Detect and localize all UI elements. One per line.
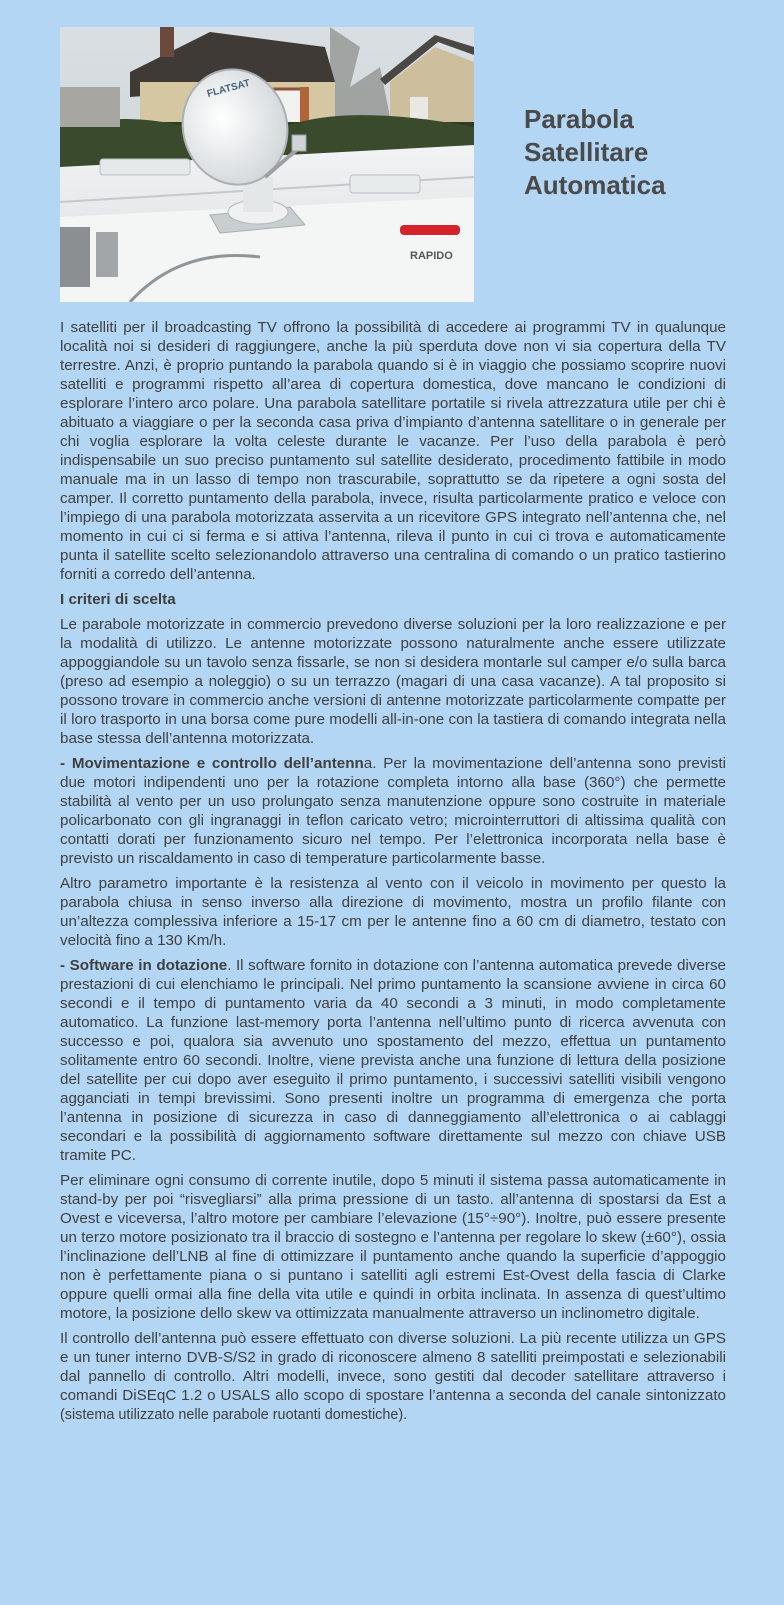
software-paragraph	[60, 956, 726, 1165]
photo-illustration	[60, 27, 474, 302]
movement-paragraph	[60, 754, 726, 868]
movement-text: a. Per la movimentazione dell’antenna sono previsti due motori indipendenti uno per la rotazione completa intorno alla base (360°) che permette stabilità al vento per un uso prolungato senza manutenzione oppure sono costruite in materiale policarbonato con gli ingranaggi in teflon caricato vetro; microinterruttori di altissima qualità con contatti dorati per funzionamento sicuro nel tempo. Per l’elettronica incorporata nella base è previsto un riscaldamento in caso di temperature particolarmente basse.	[60, 755, 726, 867]
software-text: . Il software fornito in dotazione con l’antenna automatica prevede diverse prestazioni di cui elenchiamo le principali. Nel primo puntamento la scansione avviene in circa 60 secondi e il tempo di puntamento varia da 40 secondi a 3 minuti, in modo completamente automatico. La funzione last-memory porta l’antenna nell’ultimo punto di ricerca avvenuta con successo e poi, qualora sia avvenuto uno spostamento del mezzo, effettua un puntamento solitamente entro 60 secondi. Inoltre, viene prevista anche una funzione di lettura della posizione del satellite per cui dopo aver eseguito il primo puntamento, i successivi satelliti visibili vengono agganciati in tempi brevissimi. Sono presenti inoltre un programma di emergenza che porta l’antenna in posizione di sicurezza in caso di danneggiamento all’elettronica o ai cablaggi secondari e la possibilità di aggiornamento software direttamente sul mezzo con chiave USB tramite PC.	[60, 957, 726, 1164]
control-text-small: (sistema utilizzato nelle parabole ruotanti domestiche).	[60, 1407, 408, 1423]
article-body	[60, 318, 726, 1431]
svg-text:RAPIDO: RAPIDO	[410, 250, 453, 262]
page-title: Parabola Satellitare Automatica	[524, 104, 666, 200]
criteria-paragraph: Le parabole motorizzate in commercio prevedono diverse soluzioni per la loro realizzazione e per la modalità di utilizzo. Le antenne motorizzate possono naturalmente anche essere utilizzate appoggiandole su un tavolo senza fissarle, se non si desidera montarle sul camper e/o sulla barca (preso ad esempio a noleggio) o su un terrazzo (magari di una casa vacanze). A tal proposito si possono trovare in commercio anche versioni di antenne motorizzate particolarmente compatte per il loro trasporto in una borsa come pure modelli all-in-one con la tastiera di comando integrata nella base stessa dell’antenna motorizzata.	[60, 616, 726, 747]
software-lead: - Software in dotazione	[60, 957, 228, 974]
section-heading: I criteri di scelta	[60, 591, 176, 608]
control-paragraph	[60, 1329, 726, 1425]
dish-logo-text: FLATSAT	[205, 77, 252, 100]
wind-paragraph: Altro parametro importante è la resistenza al vento con il veicolo in movimento per questo la parabola chiusa in senso inverso alla direzione di movimento, mostra un profilo filante con un’altezza complessiva inferiore a 15-17 cm per le antenne fino a 60 cm di diametro, testato con velocità fino a 130 Km/h.	[60, 875, 726, 949]
standby-paragraph: Per eliminare ogni consumo di corrente inutile, dopo 5 minuti il sistema passa automaticamente in stand-by per poi “risvegliarsi” alla prima pressione di un tasto. all’antenna di spostarsi da Est a Ovest e viceversa, l’altro motore per cambiare l’elevazione (15°÷90°). Inoltre, può essere presente un terzo motore posizionato tra il braccio di sostegno e l’antenna per regolare lo skew (±60°), ossia l’inclinazione dell’LNB al fine di ottimizzare il puntamento anche quando la superficie d’appoggio non è perfettamente piana o si puntano i satelliti agli estremi Est-Ovest della fascia di Clarke oppure quelli ormai alla fine della vita utile e quindi in orbita inclinata. In assenza di quest’ultimo motore, la posizione dello skew va ottimizzata manualmente attraverso un inclinometro digitale.	[60, 1172, 726, 1322]
intro-paragraph: I satelliti per il broadcasting TV offrono la possibilità di accedere ai programmi TV in qualunque località noi si desideri di raggiungere, anche la più sperduta dove non vi sia copertura della TV terrestre. Anzi, è proprio puntando la parabola quando si è in viaggio che possiamo scoprire nuovi satelliti e programmi rispetto all’area di copertura domestica, dove mancano le condizioni di esplorare l’intero arco polare. Una parabola satellitare portatile si rivela attrezzatura utile per chi è abituato a viaggiare o per la seconda casa priva d’impianto d’antenna satellitare o in generale per chi voglia esplorare la volta celeste durante le vacanze. Per l’uso della parabola è però indispensabile un suo preciso puntamento sul satellite desiderato, procedimento fattibile in modo manuale ma in un lasso di tempo non trascurabile, soprattutto se da ripetere a ogni sosta del camper. Il corretto puntamento della parabola, invece, risulta particolarmente pratico e veloce con l’impiego di una parabola motorizzata asservita a un ricevitore GPS integrato nell’antenna che, nel momento in cui ci si ferma e si attiva l’antenna, rileva il punto in cui ci trova e automaticamente punta il satellite scelto selezionandolo attraverso una centralina di comando o un pratico tastierino forniti a corredo dell’antenna.	[60, 319, 726, 583]
movement-lead: - Movimentazione e controllo dell’antenn	[60, 755, 364, 772]
control-text: Il controllo dell’antenna può essere effettuato con diverse soluzioni. La più recente utilizza un GPS e un tuner interno DVB-S/S2 in grado di riconoscere almeno 8 satelliti preimpostati e selezionabili dal pannello di controllo. Altri modelli, invece, sono gestiti dal decoder satellitare attraverso i comandi DiSEqC 1.2 o USALS allo scopo di spostare l’antenna a seconda del canale sintonizzato	[60, 1330, 726, 1404]
camper-satellite-dish-photo	[60, 27, 474, 302]
